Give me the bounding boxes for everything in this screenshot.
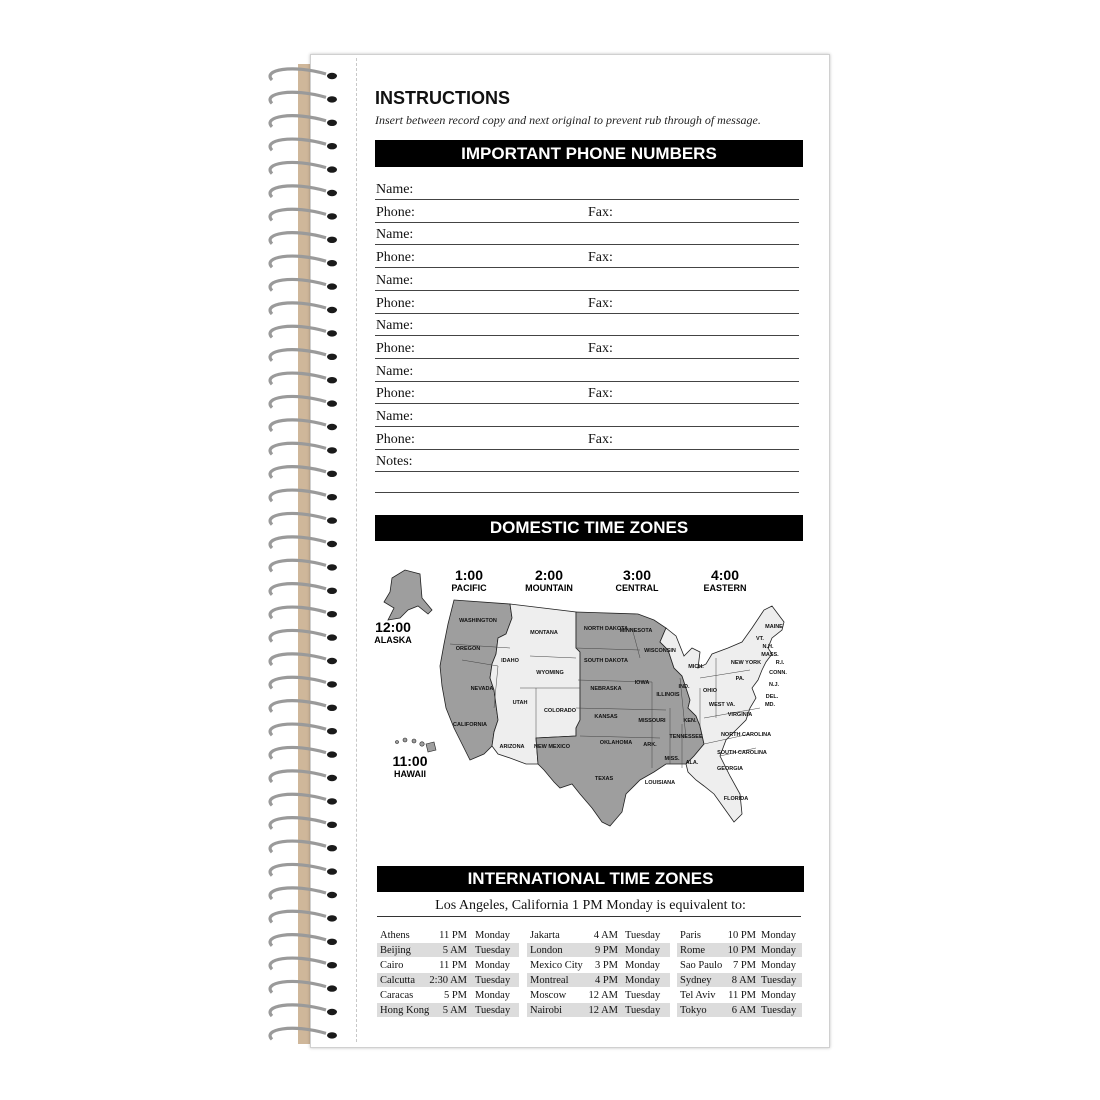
- binding-hole: [327, 377, 337, 383]
- name-label: Name:: [376, 409, 414, 424]
- notes-label: Notes:: [376, 454, 413, 470]
- binding-hole: [327, 634, 337, 640]
- intl-time: 10 PM: [727, 930, 756, 941]
- intl-city: Sydney: [680, 975, 712, 986]
- intl-day: Monday: [625, 960, 660, 971]
- fax-label: Fax:: [588, 204, 613, 220]
- spiral-coil: [270, 279, 326, 290]
- state-label: NEW YORK: [730, 660, 762, 666]
- state-label: WYOMING: [536, 670, 564, 676]
- intl-time: 2:30 AM: [429, 975, 467, 986]
- intl-day: Tuesday: [475, 975, 511, 986]
- tz-alaska: [370, 620, 416, 646]
- binding-hole: [327, 751, 337, 757]
- phone-label: Phone:: [376, 340, 415, 356]
- state-label: R.I.: [775, 660, 785, 666]
- intl-day: Tuesday: [625, 1005, 661, 1016]
- state-label: MISS.: [664, 756, 680, 762]
- tz-eastern: [700, 568, 750, 594]
- intl-city: Jakarta: [530, 930, 560, 941]
- intl-time: 8 AM: [731, 975, 756, 986]
- intl-time: 11 PM: [728, 990, 756, 1001]
- binding-hole: [327, 798, 337, 804]
- spiral-coil: [270, 233, 326, 244]
- tz-central: [610, 568, 664, 594]
- spiral-coil: [270, 607, 326, 618]
- binding-hole: [327, 845, 337, 851]
- tz-hawaii-time: 11:00: [392, 753, 428, 769]
- blank-line: [375, 473, 799, 493]
- spiral-coil: [270, 396, 326, 407]
- binding-hole: [327, 564, 337, 570]
- phone-line: [375, 384, 799, 404]
- intl-day: Monday: [475, 990, 510, 1001]
- spiral-coil: [270, 92, 326, 103]
- binding-hole: [327, 143, 337, 149]
- state-label: NEVADA: [470, 686, 494, 692]
- phone-label: Phone:: [376, 431, 415, 447]
- spiral-coil: [270, 841, 326, 852]
- phone-label: Phone:: [376, 386, 415, 402]
- intl-day: Monday: [475, 960, 510, 971]
- binding-hole: [327, 939, 337, 945]
- intl-time: 5 AM: [442, 1005, 467, 1016]
- state-label: TEXAS: [594, 776, 614, 782]
- state-label: COLORADO: [543, 708, 577, 714]
- intl-day: Monday: [475, 930, 510, 941]
- intl-day: Monday: [761, 960, 796, 971]
- spiral-coil: [270, 373, 326, 384]
- tz-hawaii: [388, 754, 432, 780]
- spiral-coil: [270, 139, 326, 150]
- intl-day: Monday: [625, 975, 660, 986]
- intl-entry: [527, 973, 670, 987]
- name-label: Name:: [376, 363, 414, 379]
- spiral-coil: [270, 303, 326, 314]
- spiral-coil: [270, 467, 326, 478]
- state-label: WASHINGTON: [459, 618, 497, 624]
- domestic-heading: DOMESTIC TIME ZONES: [375, 515, 803, 541]
- intl-day: Tuesday: [475, 945, 511, 956]
- intl-time: 4 AM: [593, 930, 618, 941]
- binding-hole: [327, 120, 337, 126]
- fax-label: Fax:: [588, 295, 613, 311]
- phone-label: Phone:: [376, 295, 415, 311]
- intl-city: Paris: [680, 930, 701, 941]
- state-label: UTAH: [512, 700, 528, 706]
- spiral-coil: [270, 584, 326, 595]
- spiral-coil: [270, 630, 326, 641]
- state-label: NORTH CAROLINA: [720, 732, 772, 738]
- binding-hole: [327, 283, 337, 289]
- spiral-coil: [270, 794, 326, 805]
- binding-hole: [327, 424, 337, 430]
- intl-entry: [527, 958, 670, 972]
- binding-hole: [327, 611, 337, 617]
- instructions-title: INSTRUCTIONS: [375, 88, 510, 108]
- fax-label: Fax:: [588, 431, 613, 447]
- intl-city: Beijing: [380, 945, 411, 956]
- international-heading: INTERNATIONAL TIME ZONES: [377, 866, 804, 892]
- intl-city: Cairo: [380, 960, 404, 971]
- intl-time: 11 PM: [439, 960, 467, 971]
- spiral-coil: [270, 69, 326, 80]
- intl-day: Tuesday: [625, 990, 661, 1001]
- fax-label: Fax:: [588, 386, 613, 402]
- binding-hole: [327, 868, 337, 874]
- intl-entry: [377, 958, 519, 972]
- state-label: MICH.: [688, 664, 704, 670]
- intl-time: 4 PM: [594, 975, 618, 986]
- intl-day: Tuesday: [475, 1005, 511, 1016]
- binding-hole: [327, 822, 337, 828]
- binding-hole: [327, 237, 337, 243]
- state-label: KANSAS: [594, 714, 618, 720]
- intl-time: 5 AM: [442, 945, 467, 956]
- intl-city: London: [530, 945, 563, 956]
- binding-hole: [327, 681, 337, 687]
- spiral-coil: [270, 724, 326, 735]
- tz-mountain-time: 2:00: [534, 567, 564, 583]
- state-label: OKLAHOMA: [599, 740, 633, 746]
- spiral-coil: [270, 162, 326, 173]
- binding-hole: [327, 307, 337, 313]
- phone-line: [375, 294, 799, 314]
- us-time-zone-map: [370, 558, 810, 848]
- binding-hole: [327, 354, 337, 360]
- spiral-coil: [270, 701, 326, 712]
- binding-hole: [327, 517, 337, 523]
- tz-eastern-time: 4:00: [710, 567, 740, 583]
- binding-hole: [327, 400, 337, 406]
- spiral-coil: [270, 958, 326, 969]
- state-label: KEN.: [683, 718, 697, 724]
- intl-entry: [677, 943, 802, 957]
- spiral-coil: [270, 747, 326, 758]
- name-line: [375, 180, 799, 200]
- tz-eastern-name: EASTERN: [703, 583, 747, 593]
- state-label: WISCONSIN: [644, 648, 676, 654]
- state-label: N.H.: [762, 644, 774, 650]
- binding-hole: [327, 213, 337, 219]
- state-label: VT.: [756, 636, 764, 642]
- state-label: OHIO: [702, 688, 718, 694]
- intl-city: Athens: [380, 930, 410, 941]
- intl-day: Tuesday: [625, 930, 661, 941]
- state-label: MINNESOTA: [619, 628, 653, 634]
- state-label: MD.: [764, 702, 776, 708]
- state-label: NEW MEXICO: [533, 744, 571, 750]
- international-table: [377, 928, 804, 1018]
- state-label: IDAHO: [501, 658, 519, 664]
- binding-hole: [327, 1009, 337, 1015]
- binding-hole: [327, 330, 337, 336]
- phone-label: Phone:: [376, 204, 415, 220]
- intl-entry: [527, 943, 670, 957]
- state-label: MISSOURI: [638, 718, 666, 724]
- intl-city: Rome: [680, 945, 706, 956]
- binding-hole: [327, 260, 337, 266]
- intl-day: Monday: [761, 990, 796, 1001]
- instructions-text: Insert between record copy and next original to prevent rub through of message.: [375, 113, 761, 127]
- spiral-coil: [270, 981, 326, 992]
- binding-hole: [327, 775, 337, 781]
- tz-alaska-name: ALASKA: [374, 635, 412, 645]
- spiral-coil: [270, 513, 326, 524]
- intl-time: 3 PM: [594, 960, 618, 971]
- spiral-coil: [270, 560, 326, 571]
- binding-hole: [327, 447, 337, 453]
- international-subtitle: Los Angeles, California 1 PM Monday is equivalent to:: [435, 898, 746, 913]
- alaska-shape: [384, 570, 432, 620]
- phone-line: [375, 203, 799, 223]
- binding-hole: [327, 1032, 337, 1038]
- perforation-line: [356, 58, 357, 1042]
- intl-entry: [377, 928, 519, 942]
- intl-time: 6 AM: [731, 1005, 756, 1016]
- intl-entry: [377, 988, 519, 1002]
- state-label: LOUISIANA: [644, 780, 676, 786]
- state-label: MASS.: [761, 652, 779, 658]
- intl-city: Tel Aviv: [680, 990, 716, 1001]
- intl-entry: [527, 1003, 670, 1017]
- intl-city: Tokyo: [680, 1005, 707, 1016]
- spiral-coil: [270, 911, 326, 922]
- state-label: CALIFORNIA: [453, 722, 487, 728]
- state-label: N.J.: [768, 682, 780, 688]
- us-map-graphic: [370, 558, 810, 848]
- intl-time: 10 PM: [727, 945, 756, 956]
- state-label: ARIZONA: [499, 744, 525, 750]
- binding-hole: [327, 541, 337, 547]
- name-line: [375, 271, 799, 291]
- intl-time: 5 PM: [443, 990, 467, 1001]
- binding-hole: [327, 985, 337, 991]
- spiral-coil: [270, 654, 326, 665]
- state-label: CONN.: [769, 670, 787, 676]
- binding-hole: [327, 915, 337, 921]
- fax-label: Fax:: [588, 250, 613, 266]
- state-label: GEORGIA: [717, 766, 743, 772]
- phone-numbers-heading: IMPORTANT PHONE NUMBERS: [375, 140, 803, 167]
- spiral-coil: [270, 537, 326, 548]
- intl-city: Hong Kong: [380, 1005, 430, 1016]
- name-label: Name:: [376, 318, 414, 334]
- intl-time: 9 PM: [594, 945, 618, 956]
- binding-hole: [327, 962, 337, 968]
- international-rule: [377, 916, 801, 917]
- intl-entry: [377, 943, 519, 957]
- state-label: NORTH DAKOTA: [583, 626, 629, 632]
- state-label: MAINE: [765, 624, 783, 630]
- intl-row: [377, 943, 804, 958]
- intl-day: Monday: [625, 945, 660, 956]
- tz-pacific-time: 1:00: [454, 567, 484, 583]
- spiral-coil: [270, 326, 326, 337]
- name-line: [375, 316, 799, 336]
- tz-mountain: [518, 568, 580, 594]
- name-line: [375, 362, 799, 382]
- state-label: DEL.: [765, 694, 779, 700]
- name-line: [375, 225, 799, 245]
- phone-line: [375, 430, 799, 450]
- binding-hole: [327, 73, 337, 79]
- name-label: Name:: [376, 272, 414, 288]
- intl-entry: [677, 973, 802, 987]
- spiral-coil: [270, 116, 326, 127]
- binding-hole: [327, 190, 337, 196]
- intl-time: 12 AM: [588, 990, 618, 1001]
- phone-line: [375, 248, 799, 268]
- spiral-coil: [270, 935, 326, 946]
- binding-hole: [327, 705, 337, 711]
- tz-alaska-time: 12:00: [375, 619, 411, 635]
- intl-day: Tuesday: [761, 975, 797, 986]
- binding-hole: [327, 471, 337, 477]
- spiral-coil: [270, 490, 326, 501]
- state-label: NEBRASKA: [590, 686, 622, 692]
- intl-city: Montreal: [530, 975, 569, 986]
- state-label: MONTANA: [530, 630, 558, 636]
- intl-row: [377, 973, 804, 988]
- state-label: ILLINOIS: [656, 692, 680, 698]
- binding-hole: [327, 96, 337, 102]
- phone-label: Phone:: [376, 250, 415, 266]
- state-label: PA.: [735, 676, 745, 682]
- intl-entry: [527, 928, 670, 942]
- intl-city: Caracas: [380, 990, 414, 1001]
- spiral-coil: [270, 1005, 326, 1016]
- intl-row: [377, 988, 804, 1003]
- intl-city: Moscow: [530, 990, 567, 1001]
- intl-entry: [377, 1003, 519, 1017]
- intl-day: Tuesday: [761, 1005, 797, 1016]
- intl-time: 11 PM: [439, 930, 467, 941]
- state-label: ALA.: [685, 760, 699, 766]
- hawaii-shape: [396, 738, 437, 752]
- intl-time: 12 AM: [588, 1005, 618, 1016]
- spiral-coil: [270, 186, 326, 197]
- name-label: Name:: [376, 182, 414, 197]
- intl-entry: [677, 1003, 802, 1017]
- intl-time: 7 PM: [732, 960, 756, 971]
- name-label: Name:: [376, 227, 414, 243]
- state-label: SOUTH DAKOTA: [584, 658, 628, 664]
- spiral-coil: [270, 677, 326, 688]
- binding-hole: [327, 658, 337, 664]
- intl-row: [377, 928, 804, 943]
- intl-city: Mexico City: [530, 960, 583, 971]
- state-label: ARK.: [643, 742, 657, 748]
- tz-central-name: CENTRAL: [615, 583, 659, 593]
- intl-city: Calcutta: [380, 975, 415, 986]
- intl-day: Monday: [761, 945, 796, 956]
- state-label: VIRGINIA: [727, 712, 753, 718]
- intl-entry: [677, 988, 802, 1002]
- spiral-coil: [270, 888, 326, 899]
- tz-hawaii-name: HAWAII: [393, 769, 426, 779]
- name-line: [375, 407, 799, 427]
- intl-entry: [527, 988, 670, 1002]
- binding-hole: [327, 494, 337, 500]
- intl-row: [377, 1003, 804, 1018]
- phone-line: [375, 339, 799, 359]
- intl-entry: [677, 958, 802, 972]
- state-label: OREGON: [455, 646, 481, 652]
- intl-entry: [377, 973, 519, 987]
- intl-day: Monday: [761, 930, 796, 941]
- state-label: SOUTH CAROLINA: [717, 750, 767, 756]
- tz-central-time: 3:00: [622, 567, 652, 583]
- intl-row: [377, 958, 804, 973]
- notes-line: [375, 452, 799, 472]
- state-label: WEST VA.: [708, 702, 736, 708]
- spiral-coil: [270, 420, 326, 431]
- binding-hole: [327, 892, 337, 898]
- spiral-coil: [270, 256, 326, 267]
- fax-label: Fax:: [588, 340, 613, 356]
- spiral-binding: [252, 58, 342, 1048]
- spiral-coil: [270, 350, 326, 361]
- tz-mountain-name: MOUNTAIN: [525, 583, 573, 593]
- intl-city: Sao Paulo: [680, 960, 723, 971]
- binding-hole: [327, 728, 337, 734]
- binding-hole: [327, 588, 337, 594]
- state-label: IND.: [678, 684, 690, 690]
- intl-entry: [677, 928, 802, 942]
- state-label: FLORIDA: [723, 796, 749, 802]
- binding-hole: [327, 166, 337, 172]
- state-label: IOWA: [634, 680, 650, 686]
- spiral-coil: [270, 864, 326, 875]
- spiral-coil: [270, 1028, 326, 1039]
- spiral-coil: [270, 818, 326, 829]
- spiral-coil: [270, 771, 326, 782]
- tz-pacific-name: PACIFIC: [451, 583, 487, 593]
- state-label: TENNESSEE: [669, 734, 703, 740]
- spiral-coil: [270, 209, 326, 220]
- spiral-coil: [270, 443, 326, 454]
- intl-city: Nairobi: [530, 1005, 563, 1016]
- tz-pacific: [444, 568, 494, 594]
